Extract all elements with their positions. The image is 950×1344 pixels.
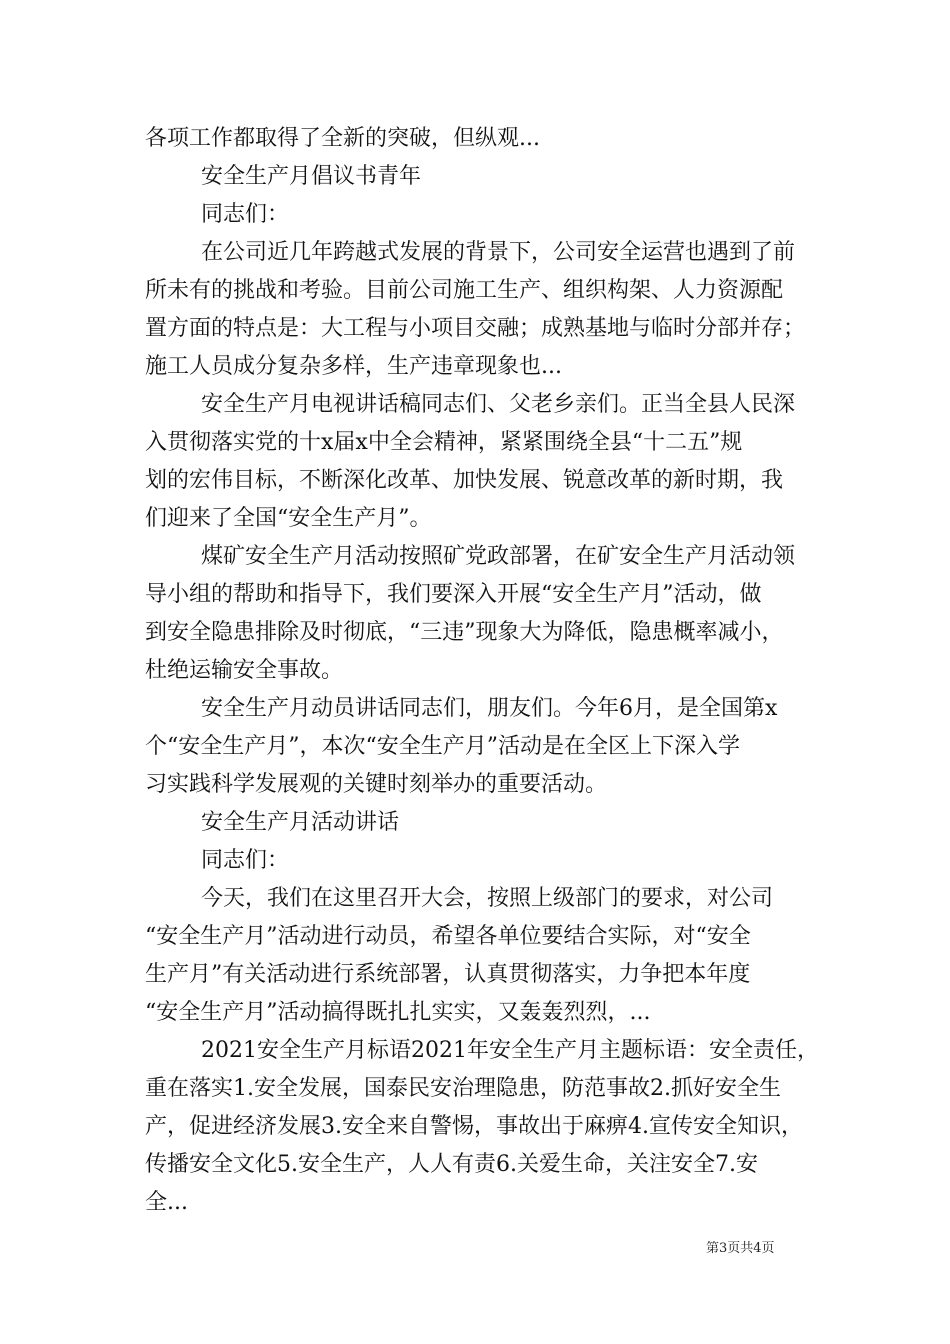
text-line-8: 安全生产月电视讲话稿同志们、父老乡亲们。正当全县人民深 bbox=[201, 392, 796, 417]
text-line-14: 到安全隐患排除及时彻底，“三违”现象大为降低，隐患概率减小， bbox=[145, 620, 784, 645]
text-line-23: 生产月”有关活动进行系统部署，认真贯彻落实，力争把本年度 bbox=[145, 962, 751, 987]
text-line-29: 全... bbox=[145, 1190, 188, 1215]
text-line-6: 置方面的特点是：大工程与小项目交融；成熟基地与临时分部并存； bbox=[145, 316, 806, 341]
text-line-24: “安全生产月”活动搞得既扎扎实实，又轰轰烈烈，... bbox=[145, 1000, 651, 1025]
text-line-22: “安全生产月”活动进行动员，希望各单位要结合实际，对“安全 bbox=[145, 924, 751, 949]
text-line-3: 同志们： bbox=[201, 202, 290, 227]
text-line-19: 安全生产月活动讲话 bbox=[201, 810, 400, 835]
text-line-27: 产，促进经济发展3.安全来自警惕，事故出于麻痹4.宣传安全知识， bbox=[145, 1114, 803, 1139]
text-line-21: 今天，我们在这里召开大会，按照上级部门的要求，对公司 bbox=[201, 886, 774, 911]
page-number: 第3页共4页 bbox=[706, 1241, 775, 1256]
text-line-11: 们迎来了全国“安全生产月”。 bbox=[145, 506, 432, 531]
text-line-13: 导小组的帮助和指导下，我们要深入开展“安全生产月”活动，做 bbox=[145, 582, 762, 607]
text-line-20: 同志们： bbox=[201, 848, 290, 873]
document-body bbox=[145, 120, 825, 1222]
text-line-26: 重在落实1.安全发展，国泰民安治理隐患，防范事故2.抓好安全生 bbox=[145, 1076, 781, 1101]
text-line-28: 传播安全文化5.安全生产，人人有责6.关爱生命，关注安全7.安 bbox=[145, 1152, 758, 1177]
text-line-2: 安全生产月倡议书青年 bbox=[201, 164, 422, 189]
text-line-16: 安全生产月动员讲话同志们，朋友们。今年6月，是全国第x bbox=[201, 696, 778, 721]
text-line-18: 习实践科学发展观的关键时刻举办的重要活动。 bbox=[145, 772, 608, 797]
text-line-12: 煤矿安全生产月活动按照矿党政部署，在矿安全生产月活动领 bbox=[201, 544, 796, 569]
text-line-25: 2021安全生产月标语2021年安全生产月主题标语：安全责任， bbox=[201, 1038, 819, 1063]
text-line-10: 划的宏伟目标，不断深化改革、加快发展、锐意改革的新时期，我 bbox=[145, 468, 784, 493]
text-line-7: 施工人员成分复杂多样，生产违章现象也... bbox=[145, 354, 562, 379]
text-line-15: 杜绝运输安全事故。 bbox=[145, 658, 344, 683]
text-line-1: 各项工作都取得了全新的突破，但纵观... bbox=[145, 126, 540, 151]
text-line-5: 所未有的挑战和考验。目前公司施工生产、组织构架、人力资源配 bbox=[145, 278, 784, 303]
text-line-17: 个“安全生产月”，本次“安全生产月”活动是在全区上下深入学 bbox=[145, 734, 740, 759]
text-line-4: 在公司近几年跨越式发展的背景下，公司安全运营也遇到了前 bbox=[201, 240, 796, 265]
text-line-9: 入贯彻落实党的十x届x中全会精神，紧紧围绕全县“十二五”规 bbox=[145, 430, 743, 455]
